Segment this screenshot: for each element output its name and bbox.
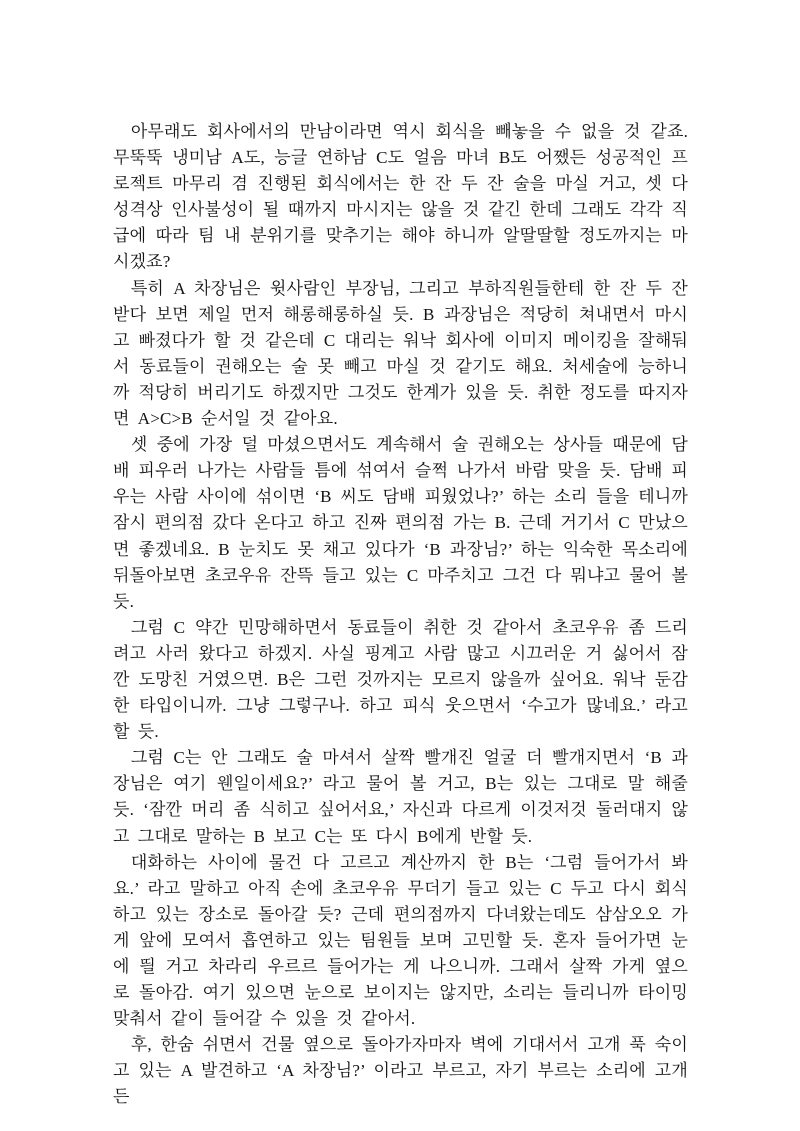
paragraph: 특히 A 차장님은 윗사람인 부장님, 그리고 부하직원들한테 한 잔 두 잔 받다 보면 제일 먼저 해롱해롱하실 듯. B 과장님은 적당히 쳐내면서 마시고 빠졌다가 할 것 같은데 C 대리는 워낙 회사에 이미지 메이킹을 잘해둬서 동료들이 권해오는 술 못 빼고 마실 것 같기도 해요. 처세술에 능하니까 적당히 버리기도 하겠지만 그것도 한계가 있을 듯. 취한 정도를 따지자면 A>C>B 순서일 것 같아요. xyxy=(113,278,688,429)
paragraph: 대화하는 사이에 물건 다 고르고 계산까지 한 B는 ‘그럼 들어가서 봐요.’ 라고 말하고 아직 손에 초코우유 무더기 들고 있는 C 두고 다시 회식하고 있는 장소로 돌아갈 듯? 근데 편의점까지 다녀왔는데도 삼삼오오 가게 앞에 모여서 흡연하고 있는 팀원들 보며 고민할 듯. 혼자 들어가면 눈에 띌 거고 차라리 우르르 들어가는 게 나으니까. 그래서 살짝 가게 옆으로 돌아감. 여기 있으면 눈으로 보이지는 않지만, 소리는 들리니까 타이밍 맞춰서 같이 들어갈 수 있을 것 같아서. xyxy=(113,852,688,1029)
paragraph: 후, 한숨 쉬면서 건물 옆으로 돌아가자마자 벽에 기대서서 고개 푹 숙이고 있는 A 발견하고 ‘A 차장님?’ 이라고 부르고, 자기 부르는 소리에 고개 든 xyxy=(113,1035,688,1107)
paragraph: 셋 중에 가장 덜 마셨으면서도 계속해서 술 권해오는 상사들 때문에 담배 피우러 나가는 사람들 틈에 섞여서 슬쩍 나가서 바람 맞을 듯. 담배 피우는 사람 사이에 섞이면 ‘B 씨도 담배 피웠었나?’ 하는 소리 들을 테니까 잠시 편의점 갔다 온다고 하고 진짜 편의점 가는 B. 근데 거기서 C 만났으면 좋겠네요. B 눈치도 못 채고 있다가 ‘B 과장님?’ 하는 익숙한 목소리에 뒤돌아보면 초코우유 잔뜩 들고 있는 C 마주치고 그건 다 뭐냐고 물어 볼 듯. xyxy=(113,435,688,611)
paragraph: 그럼 C는 안 그래도 술 마셔서 살짝 빨개진 얼굴 더 빨개지면서 ‘B 과장님은 여기 웬일이세요?’ 라고 물어 볼 거고, B는 있는 그대로 말 해줄 듯. ‘잠깐 머리 좀 식히고 싶어서요,’ 자신과 다르게 이것저것 둘러대지 않고 그대로 말하는 B 보고 C는 또 다시 B에게 반할 듯. xyxy=(113,748,688,846)
document-body xyxy=(113,119,688,1111)
paragraph: 아무래도 회사에서의 만남이라면 역시 회식을 빼놓을 수 없을 것 같죠. 무뚝뚝 냉미남 A도, 능글 연하남 C도 얼음 마녀 B도 어쨌든 성공적인 프로젝트 마무리 겸 진행된 회식에서는 한 잔 두 잔 술을 마실 거고, 셋 다 성격상 인사불성이 될 때까지 마시지는 않을 것 같긴 한데 그래도 각각 직급에 따라 팀 내 분위기를 맞추기는 해야 하니까 알딸딸할 정도까지는 마시겠죠? xyxy=(113,122,688,272)
paragraph: 그럼 C 약간 민망해하면서 동료들이 취한 것 같아서 초코우유 좀 드리려고 사러 왔다고 하겠지. 사실 핑계고 사람 많고 시끄러운 거 싫어서 잠깐 도망친 거였으면. B은 그런 것까지는 모르지 않을까 싶어요. 워낙 둔감한 타입이니까. 그냥 그렇구나. 하고 피식 웃으면서 ‘수고가 많네요.’ 라고 할 듯. xyxy=(113,617,688,742)
